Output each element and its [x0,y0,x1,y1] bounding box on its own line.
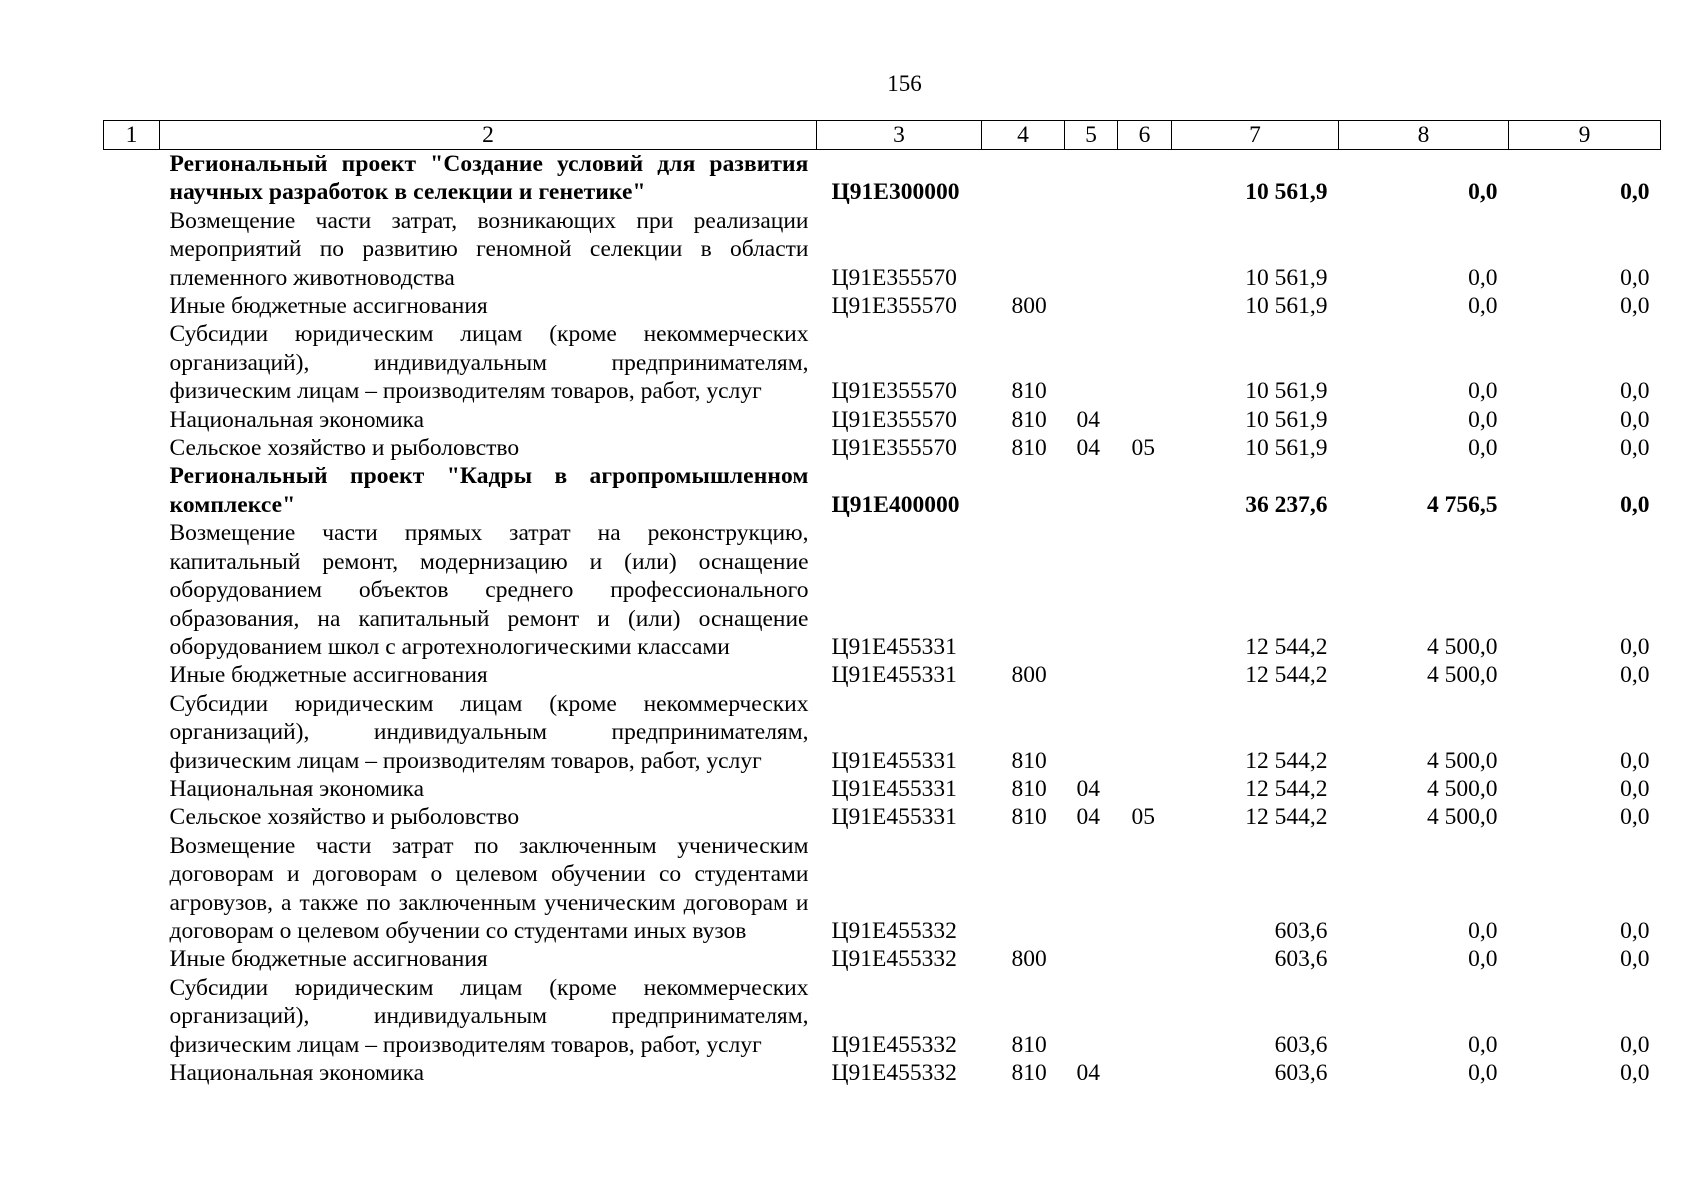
subsection-code [1118,832,1172,946]
target-article-code: Ц91Е455332 [831,917,957,944]
row-index-cell [104,406,160,434]
amount-col-8: 4 500,0 [1427,747,1498,774]
section-code [1065,150,1118,207]
amount-col-8: 0,0 [1468,378,1498,405]
item-name: Национальная экономика [169,1060,425,1086]
expense-type-code: 810 [1011,1031,1047,1058]
expense-type-code [982,832,1065,946]
section-code [1065,974,1118,1059]
amount-col-7: 603,6 [1274,946,1328,973]
subsection-code [1118,690,1172,775]
table-row [104,1059,1661,1087]
amount-col-7: 10 561,9 [1245,435,1328,462]
expense-type-code: 800 [1011,662,1047,689]
amount-col-9: 0,0 [1620,491,1650,518]
target-article-code: Ц91Е455332 [831,1060,957,1086]
row-index-cell [104,519,160,661]
expense-type-code: 800 [1011,946,1047,973]
amount-col-8: 0,0 [1468,179,1498,206]
column-header: 3 [817,121,982,150]
amount-col-7: 12 544,2 [1245,747,1328,774]
table-row [104,690,1661,775]
expense-type-code: 810 [1011,1060,1047,1086]
subsection-code [1118,150,1172,207]
amount-col-8: 0,0 [1468,264,1498,291]
amount-col-7: 12 544,2 [1245,662,1328,689]
section-code [1065,292,1118,320]
subsection-code: 05 [1131,435,1155,462]
target-article-code: Ц91Е455332 [831,1031,957,1058]
amount-col-8: 0,0 [1468,917,1498,944]
amount-col-9: 0,0 [1620,747,1650,774]
row-index-cell [104,292,160,320]
expense-type-code: 810 [1011,378,1047,405]
column-header: 7 [1172,121,1339,150]
row-index-cell [104,945,160,973]
amount-col-8: 0,0 [1468,293,1498,320]
item-name: Субсидии юридическим лицам (кроме некоммерческих организаций), индивидуальным предпринимателям, физическим лицам – производителям товаров, работ, услуг [169,321,809,405]
subsection-code [1118,775,1172,803]
target-article-code: Ц91Е355570 [831,378,957,405]
amount-col-8: 0,0 [1468,1031,1498,1058]
expense-type-code: 810 [1011,775,1047,802]
target-article-code: Ц91Е455331 [831,804,957,831]
target-article-code: Ц91Е355570 [831,406,957,433]
table-row [104,434,1661,462]
section-code: 04 [1076,435,1100,462]
table-row [104,207,1661,292]
item-name: Сельское хозяйство и рыболовство [169,435,520,462]
section-code [1065,462,1118,519]
table-row [104,974,1661,1059]
section-code: 04 [1076,775,1100,802]
amount-col-9: 0,0 [1620,633,1650,660]
target-article-code: Ц91Е455331 [831,747,957,774]
amount-col-9: 0,0 [1620,435,1650,462]
amount-col-9: 0,0 [1620,378,1650,405]
amount-col-8: 0,0 [1468,946,1498,973]
section-code [1065,320,1118,405]
table-row [104,292,1661,320]
item-name: Национальная экономика [169,775,425,802]
row-index-cell [104,690,160,775]
item-name: Региональный проект "Кадры в агропромышленном комплексе" [169,463,809,518]
item-name: Сельское хозяйство и рыболовство [169,804,520,831]
subsection-code: 05 [1131,804,1155,831]
target-article-code: Ц91Е355570 [831,264,957,291]
subsection-code [1118,945,1172,973]
table-row [104,832,1661,946]
item-name: Региональный проект "Создание условий для развития научных разработок в селекции и генетике" [169,151,809,206]
amount-col-9: 0,0 [1620,1031,1650,1058]
amount-col-8: 4 500,0 [1427,775,1498,802]
target-article-code: Ц91Е400000 [831,491,960,518]
table-row [104,406,1661,434]
target-article-code: Ц91Е300000 [831,179,960,206]
amount-col-9: 0,0 [1620,179,1650,206]
target-article-code: Ц91Е455331 [831,775,957,802]
amount-col-9: 0,0 [1620,264,1650,291]
amount-col-8: 0,0 [1468,406,1498,433]
amount-col-7: 10 561,9 [1245,179,1328,206]
row-index-cell [104,832,160,946]
row-index-cell [104,150,160,207]
expense-type-code: 810 [1011,747,1047,774]
column-header: 2 [160,121,817,150]
amount-col-7: 10 561,9 [1245,264,1328,291]
target-article-code: Ц91Е455331 [831,662,957,689]
section-code [1065,207,1118,292]
column-header: 9 [1509,121,1661,150]
column-header: 8 [1339,121,1509,150]
page-number: 156 [887,71,922,96]
expense-type-code [982,207,1065,292]
amount-col-7: 10 561,9 [1245,293,1328,320]
subsection-code [1118,292,1172,320]
amount-col-9: 0,0 [1620,946,1650,973]
amount-col-7: 10 561,9 [1245,378,1328,405]
amount-col-7: 36 237,6 [1245,491,1328,518]
amount-col-9: 0,0 [1620,917,1650,944]
amount-col-9: 0,0 [1620,804,1650,831]
table-row [104,519,1661,661]
amount-col-9: 0,0 [1620,1060,1650,1086]
column-header: 5 [1065,121,1118,150]
row-index-cell [104,320,160,405]
budget-table [103,120,1661,1087]
amount-col-8: 4 500,0 [1427,662,1498,689]
expense-type-code: 810 [1011,435,1047,462]
expense-type-code [982,150,1065,207]
amount-col-8: 4 756,5 [1427,491,1498,518]
expense-type-code: 810 [1011,406,1047,433]
row-index-cell [104,1059,160,1087]
amount-col-7: 603,6 [1274,917,1328,944]
amount-col-8: 4 500,0 [1427,804,1498,831]
item-name: Иные бюджетные ассигнования [169,946,488,973]
section-code [1065,661,1118,689]
expense-type-code [982,462,1065,519]
amount-col-7: 10 561,9 [1245,406,1328,433]
section-code: 04 [1076,1060,1100,1086]
item-name: Иные бюджетные ассигнования [169,662,488,689]
target-article-code: Ц91Е355570 [831,435,957,462]
amount-col-9: 0,0 [1620,406,1650,433]
subsection-code [1118,207,1172,292]
subsection-code [1118,661,1172,689]
row-index-cell [104,462,160,519]
target-article-code: Ц91Е455331 [831,633,957,660]
row-index-cell [104,434,160,462]
table-row [104,775,1661,803]
subsection-code [1118,974,1172,1059]
amount-col-9: 0,0 [1620,775,1650,802]
item-name: Возмещение части прямых затрат на реконструкцию, капитальный ремонт, модернизацию и (или) оснащение оборудованием объектов среднего профессионального образования, на капитальный ремонт и (или) оснащение оборудованием школ с агротехнологическими классами [169,520,809,660]
item-name: Субсидии юридическим лицам (кроме некоммерческих организаций), индивидуальным предпринимателям, физическим лицам – производителям товаров, работ, услуг [169,690,809,774]
amount-col-7: 12 544,2 [1245,633,1328,660]
item-name: Возмещение части затрат по заключенным ученическим договорам и договорам о целевом обучении со студентами агровузов, а также по заключенным ученическим договорам и договорам о целевом обучении со студентами иных вузов [169,832,809,944]
table-row [104,320,1661,405]
target-article-code: Ц91Е355570 [831,293,957,320]
amount-col-8: 0,0 [1468,435,1498,462]
subsection-code [1118,406,1172,434]
amount-col-7: 12 544,2 [1245,804,1328,831]
amount-col-9: 0,0 [1620,662,1650,689]
amount-col-7: 603,6 [1274,1060,1328,1086]
section-code [1065,519,1118,661]
item-name: Субсидии юридическим лицам (кроме некоммерческих организаций), индивидуальным предпринимателям, физическим лицам – производителям товаров, работ, услуг [169,974,809,1058]
project-row [104,462,1661,519]
row-index-cell [104,661,160,689]
column-header: 6 [1118,121,1172,150]
subsection-code [1118,462,1172,519]
row-index-cell [104,803,160,831]
subsection-code [1118,1059,1172,1087]
row-index-cell [104,207,160,292]
amount-col-9: 0,0 [1620,293,1650,320]
subsection-code [1118,320,1172,405]
item-name: Иные бюджетные ассигнования [169,293,488,320]
table-body [104,150,1661,1088]
table-row [104,661,1661,689]
expense-type-code: 800 [1011,293,1047,320]
section-code [1065,832,1118,946]
column-header: 4 [982,121,1065,150]
expense-type-code: 810 [1011,804,1047,831]
section-code [1065,690,1118,775]
item-name: Национальная экономика [169,406,425,433]
table-row [104,803,1661,831]
row-index-cell [104,775,160,803]
column-header: 1 [104,121,160,150]
item-name: Возмещение части затрат, возникающих при реализации мероприятий по развитию геномной селекции в области племенного животноводства [169,207,809,291]
project-row [104,150,1661,207]
section-code [1065,945,1118,973]
table-header [104,121,1661,150]
section-code: 04 [1076,804,1100,831]
section-code: 04 [1076,406,1100,433]
table-row [104,945,1661,973]
amount-col-7: 12 544,2 [1245,775,1328,802]
target-article-code: Ц91Е455332 [831,946,957,973]
expense-type-code [982,519,1065,661]
amount-col-8: 0,0 [1468,1060,1498,1086]
subsection-code [1118,519,1172,661]
amount-col-7: 603,6 [1274,1031,1328,1058]
column-number-row [104,121,1661,150]
amount-col-8: 4 500,0 [1427,633,1498,660]
row-index-cell [104,974,160,1059]
